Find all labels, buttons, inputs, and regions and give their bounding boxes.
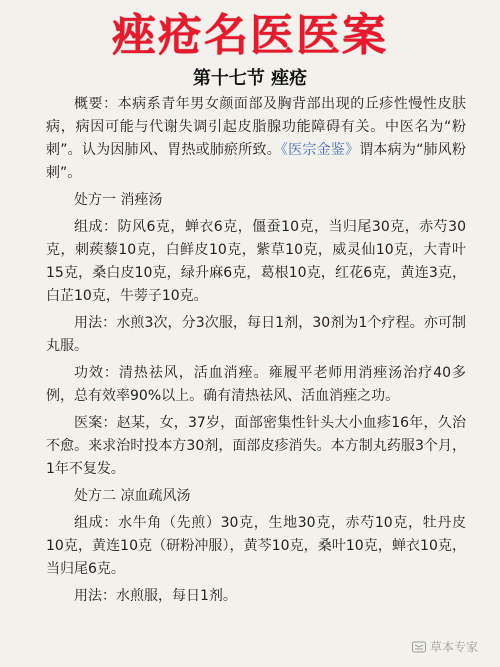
formula1-title: 处方一 消痤汤 <box>74 192 163 208</box>
overview-paragraph <box>46 93 466 185</box>
watermark-text: 草本专家 <box>429 640 478 654</box>
banner <box>0 0 500 62</box>
section-title: 第十七节 痤疮 <box>192 68 308 89</box>
formula1-effect: 功效：清热祛风，活血消痤。雍履平老师用消痤汤治疗40多例，总有效率90%以上。确有清热祛风、活血消痤之功。 <box>46 365 466 404</box>
article-body <box>46 93 466 612</box>
overview-text: 概要：本病系青年男女颜面部及胸背部出现的丘疹性慢性皮肤病，病因可能与代谢失调引起皮脂腺功能障碍有关。中医名为“粉刺”。认为因肺风、胃热或肺瘀所致。 <box>46 96 466 158</box>
overview-text-end: 谓本病为“肺风粉刺”。 <box>46 142 466 181</box>
formula2-title: 处方二 凉血疏风汤 <box>74 488 191 504</box>
reference-link[interactable]: 《医宗金鉴》 <box>280 142 360 158</box>
toutiao-logo-icon <box>412 641 426 653</box>
formula1-composition: 组成：防风6克，蝉衣6克，僵蚕10克，当归尾30克，赤芍30克，刺蒺藜10克，白鲜皮10克，紫草10克，威灵仙10克，大青叶15克，桑白皮10克，绿升麻6克，葛根10克，红花6克，黄连3克，白芷10克，牛蒡子10克。 <box>46 219 466 304</box>
formula1-usage: 用法：水煎3次，分3次服，每日1剂，30剂为1个疗程。亦可制丸服。 <box>46 315 466 354</box>
banner-title: 痤疮名医医案 <box>112 10 388 61</box>
formula1-case: 医案：赵某，女，37岁，面部密集性针头大小血疹16年，久治不愈。来求治时投本方30剂，面部皮疹消失。本方制丸药服3个月，1年不复发。 <box>46 415 466 477</box>
formula2-usage: 用法：水煎服，每日1剂。 <box>74 588 237 604</box>
watermark <box>412 638 478 655</box>
formula2-composition: 组成：水牛角（先煎）30克，生地30克，赤芍10克，牡丹皮10克，黄连10克（研粉冲服），黄芩10克，桑叶10克，蝉衣10克，当归尾6克。 <box>46 515 466 577</box>
